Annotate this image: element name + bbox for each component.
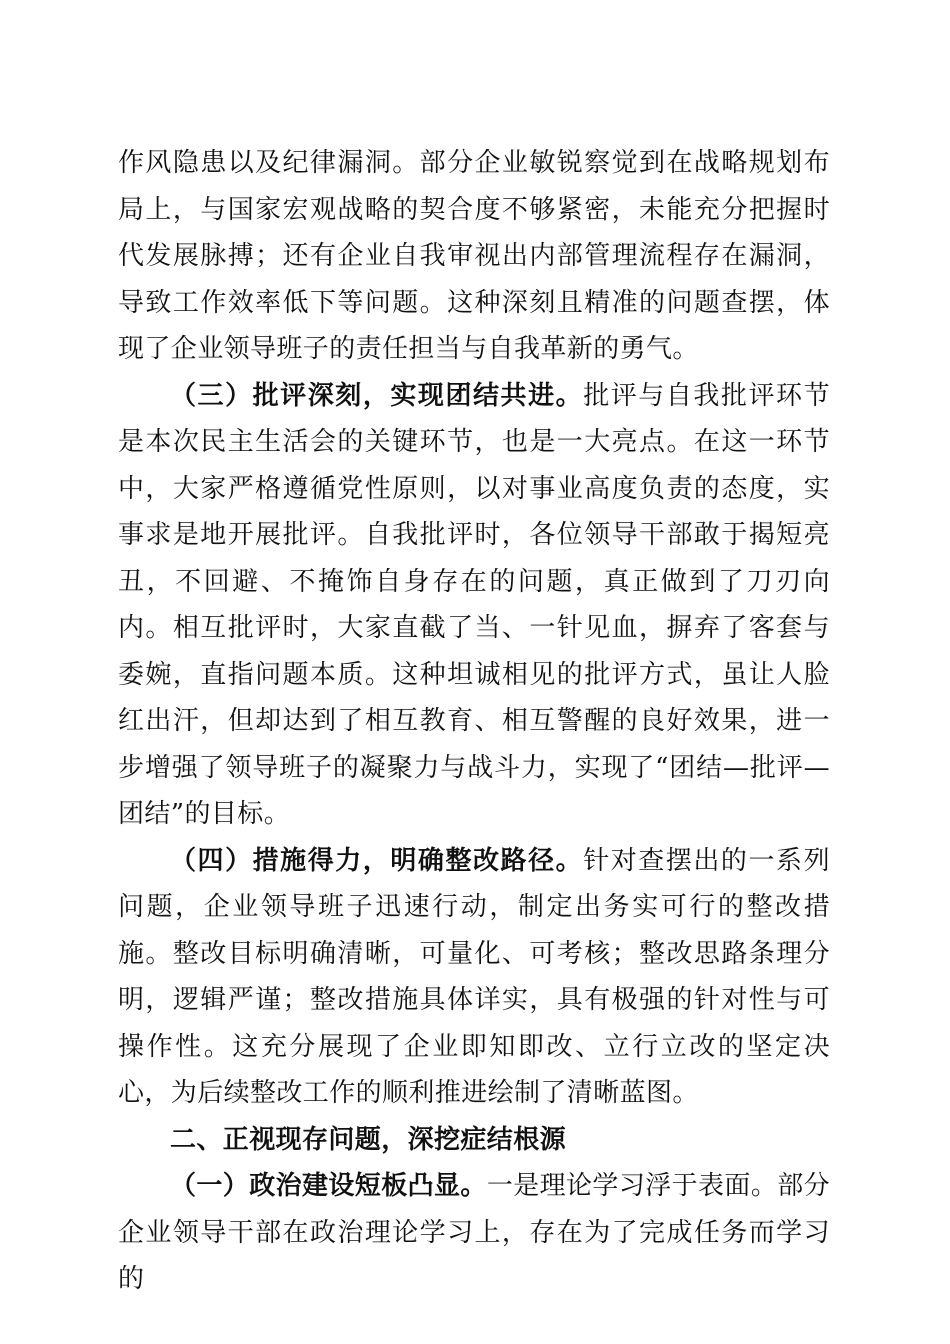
paragraph-text: 一是理论学习浮于表面。部分企业领导干部在政治理论学习上，存在为了完成任务而学习的 (118, 1171, 831, 1294)
paragraph-political (118, 1163, 830, 1303)
paragraph-lead: （三）批评深刻，实现团结共进。 (170, 380, 584, 411)
paragraph-lead: （一）政治建设短板凸显。 (170, 1171, 487, 1201)
paragraph-text: 针对查摆出的一系列问题，企业领导班子迅速行动，制定出务实可行的整改措施。整改目标明确清晰，可量化、可考核；整改思路条理分明，逻辑严谨；整改措施具体详实，具有极强的针对性与可操作性。这充分展现了企业即知即改、立行立改的坚定决心，为后续整改工作的顺利推进绘制了清晰蓝图。 (118, 845, 830, 1108)
paragraph-criticism (118, 373, 830, 838)
document-body (118, 140, 830, 1303)
section-heading: 二、正视现存问题，深挖症结根源 (170, 1124, 567, 1155)
paragraph-measures (118, 838, 830, 1117)
paragraph-text: 批评与自我批评环节是本次民主生活会的关键环节，也是一大亮点。在这一环节中，大家严格遵循党性原则，以对事业高度负责的态度，实事求是地开展批评。自我批评时，各位领导干部敢于揭短亮丑，不回避、不掩饰自身存在的问题，真正做到了刀刃向内。相互批评时，大家直截了当、一针见血，摒弃了客套与委婉，直指问题本质。这种坦诚相见的批评方式，虽让人脸红出汗，但却达到了相互教育、相互警醒的良好效果，进一步增强了领导班子的凝聚力与战斗力，实现了“团结—批评—团结”的目标。 (118, 380, 830, 829)
paragraph-lead: （四）措施得力，明确整改路径。 (170, 845, 584, 876)
paragraph-continued (118, 140, 830, 373)
paragraph-text: 作风隐患以及纪律漏洞。部分企业敏锐察觉到在战略规划布局上，与国家宏观战略的契合度不够紧密，未能充分把握时代发展脉搏；还有企业自我审视出内部管理流程存在漏洞，导致工作效率低下等问题。这种深刻且精准的问题查摆，体现了企业领导班子的责任担当与自我革新的勇气。 (118, 148, 830, 364)
